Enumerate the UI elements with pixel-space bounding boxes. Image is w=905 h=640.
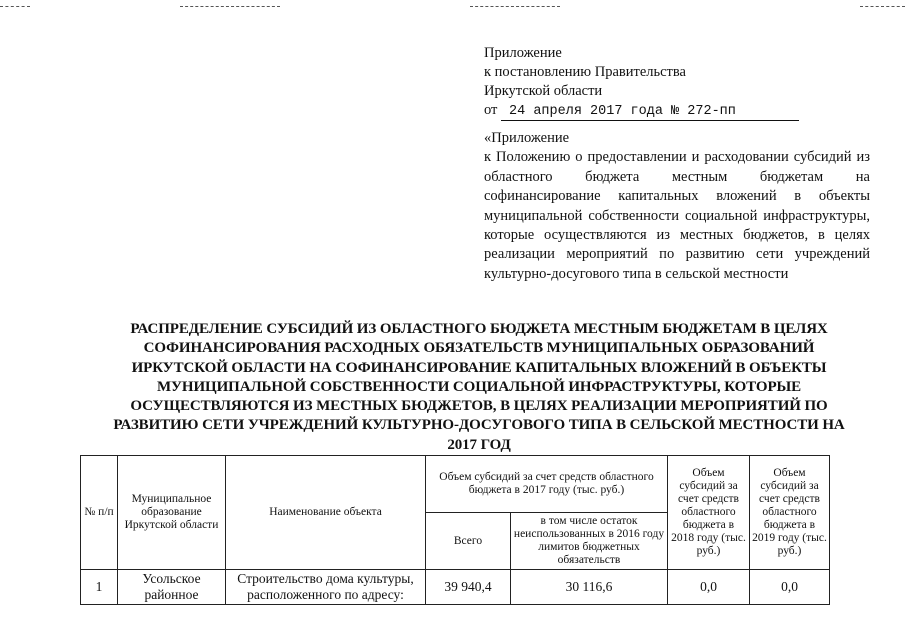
appendix-block — [484, 44, 814, 121]
regulation-text: к Положению о предоставлении и расходовании субсидий из областного бюджета местным бюджетам на софинансирование капитальных вложений в объекты муниципальной собственности социальной инфраструктуры, которые осуществляются из местных бюджетов, в целях реализации мероприятий по развитию сети учреждений культурно-досугового типа в сельской местности — [484, 149, 870, 282]
cell-object: Строительство дома культуры, расположенного по адресу: — [226, 570, 426, 605]
scan-edge-mark — [860, 6, 905, 7]
cell-total: 39 940,4 — [426, 570, 511, 605]
header-total: Всего — [426, 513, 511, 570]
scan-edge-mark — [0, 6, 30, 7]
appendix-line: Иркутской области — [484, 83, 603, 99]
header-subsidy-2017: Объем субсидий за счет средств областного бюджета в 2017 году (тыс. руб.) — [426, 456, 668, 513]
cell-2018: 0,0 — [668, 570, 750, 605]
header-municipality: Муниципальное образование Иркутской области — [118, 456, 226, 570]
date-prefix: от — [484, 102, 498, 118]
header-remainder: в том числе остаток неиспользованных в 2016 году лимитов бюджетных обязательств — [511, 513, 668, 570]
document-title: РАСПРЕДЕЛЕНИЕ СУБСИДИЙ ИЗ ОБЛАСТНОГО БЮДЖЕТА МЕСТНЫМ БЮДЖЕТАМ В ЦЕЛЯХ СОФИНАНСИРОВАНИЯ РАСХОДНЫХ ОБЯЗАТЕЛЬСТВ МУНИЦИПАЛЬНЫХ ОБРАЗОВАНИЙ ИРКУТСКОЙ ОБЛАСТИ НА СОФИНАНСИРОВАНИЕ КАПИТАЛЬНЫХ ВЛОЖЕНИЙ В ОБЪЕКТЫ МУНИЦИПАЛЬНОЙ СОБСТВЕННОСТИ СОЦИАЛЬНОЙ ИНФРАСТРУКТУРЫ, КОТОРЫЕ ОСУЩЕСТВЛЯЮТСЯ ИЗ МЕСТНЫХ БЮДЖЕТОВ, В ЦЕЛЯХ РЕАЛИЗАЦИИ МЕРОПРИЯТИЙ ПО РАЗВИТИЮ СЕТИ УЧРЕЖДЕНИЙ КУЛЬТУРНО-ДОСУГОВОГО ТИПА В СЕЛЬСКОЙ МЕСТНОСТИ НА 2017 ГОД — [113, 321, 845, 453]
scan-edge-mark — [470, 6, 560, 7]
appendix-line: к постановлению Правительства — [484, 64, 686, 80]
scan-edge-mark — [180, 6, 280, 7]
cell-municipality: Усольское районное — [118, 570, 226, 605]
cell-remainder: 30 116,6 — [511, 570, 668, 605]
appendix-line: Приложение — [484, 45, 562, 61]
cell-num: 1 — [81, 570, 118, 605]
header-num: № п/п — [81, 456, 118, 570]
decree-date: 24 апреля 2017 года № 272-пп — [501, 104, 799, 121]
regulation-heading: «Приложение — [484, 130, 570, 146]
header-object: Наименование объекта — [226, 456, 426, 570]
header-subsidy-2019: Объем субсидий за счет средств областного бюджета в 2019 году (тыс. руб.) — [750, 456, 830, 570]
table-row — [81, 570, 830, 605]
appendix-date-line — [484, 101, 814, 121]
subsidy-table — [80, 455, 830, 605]
table-header-row — [81, 456, 830, 513]
header-subsidy-2018: Объем субсидий за счет средств областного бюджета в 2018 году (тыс. руб.) — [668, 456, 750, 570]
regulation-reference — [484, 129, 870, 284]
cell-2019: 0,0 — [750, 570, 830, 605]
